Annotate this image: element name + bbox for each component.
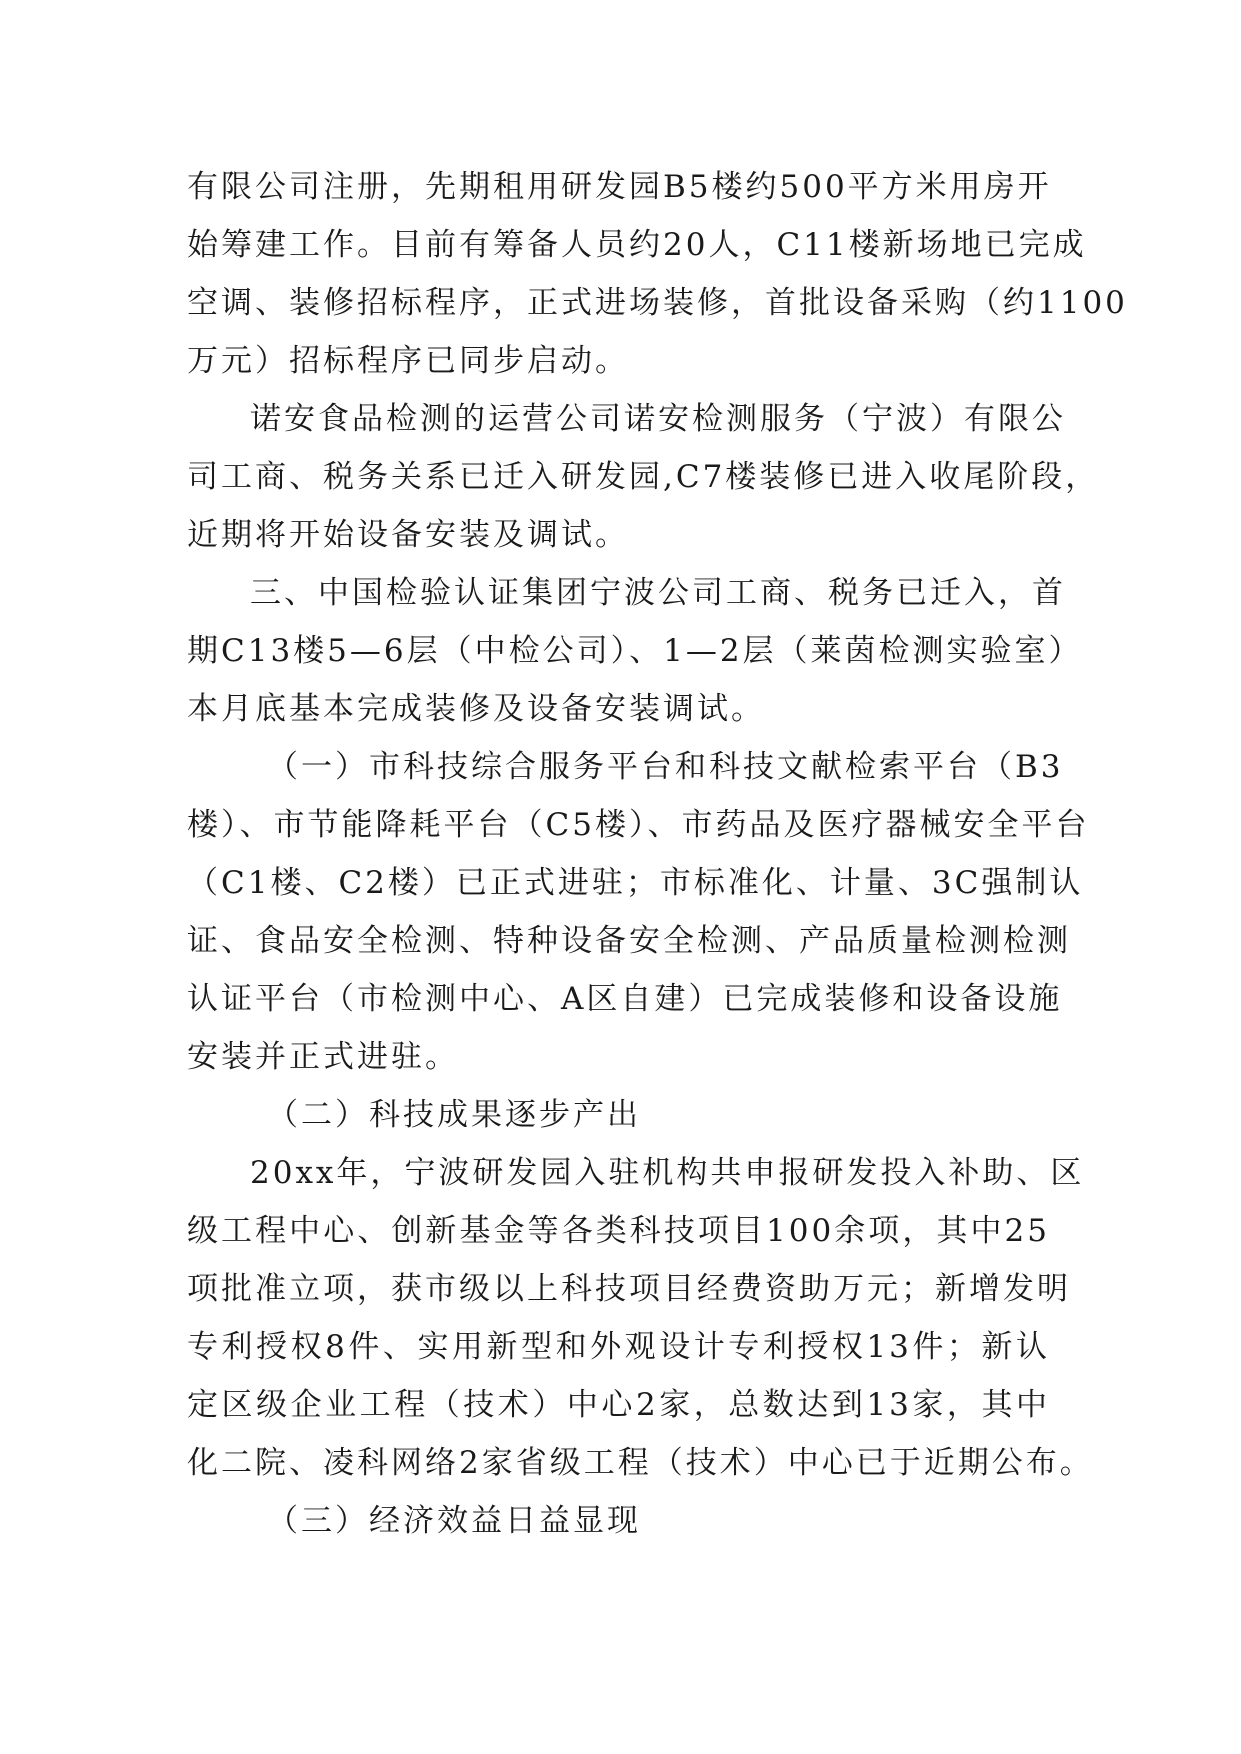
section-heading-2 <box>187 1086 1050 1144</box>
text-line: 化二院、凌科网络2家省级工程（技术）中心已于近期公布。 <box>187 1445 1094 1481</box>
text-line: 司工商、税务关系已迁入研发园,C7楼装修已进入收尾阶段， <box>187 459 1100 495</box>
text-line: （一）市科技综合服务平台和科技文献检索平台（B3 <box>267 749 1064 785</box>
document-body <box>187 158 1128 1550</box>
text-line: 证、食品安全检测、特种设备安全检测、产品质量检测检测 <box>187 923 1071 959</box>
text-line: 有限公司注册，先期租用研发园B5楼约500平方米用房开 <box>187 169 1052 205</box>
text-line: 空调、装修招标程序，正式进场装修，首批设备采购（约1100 <box>187 285 1128 321</box>
section-heading: （二）科技成果逐步产出 <box>267 1097 641 1133</box>
text-line: 级工程中心、创新基金等各类科技项目100余项，其中25 <box>187 1213 1050 1249</box>
paragraph-4 <box>187 738 1090 1086</box>
text-line: 期C13楼5—6层（中检公司）、1—2层（莱茵检测实验室） <box>187 633 1083 669</box>
text-line: 诺安食品检测的运营公司诺安检测服务（宁波）有限公 <box>250 401 1066 437</box>
text-line: 安装并正式进驻。 <box>187 1039 459 1075</box>
text-line: 楼）、市节能降耗平台（C5楼）、市药品及医疗器械安全平台 <box>187 807 1090 843</box>
section-heading-3 <box>187 1492 1050 1550</box>
text-line: 项批准立项，获市级以上科技项目经费资助万元；新增发明 <box>187 1271 1071 1307</box>
paragraph-2 <box>187 390 1100 564</box>
paragraph-5 <box>187 1144 1094 1492</box>
text-line: （C1楼、C2楼）已正式进驻；市标准化、计量、3C强制认 <box>187 865 1084 901</box>
text-line: 定区级企业工程（技术）中心2家，总数达到13家，其中 <box>187 1387 1050 1423</box>
text-line: 三、中国检验认证集团宁波公司工商、税务已迁入，首 <box>250 575 1066 611</box>
text-line: 万元）招标程序已同步启动。 <box>187 343 629 379</box>
text-line: 近期将开始设备安装及调试。 <box>187 517 629 553</box>
paragraph-1 <box>187 158 1128 390</box>
text-line: 专利授权8件、实用新型和外观设计专利授权13件；新认 <box>187 1329 1050 1365</box>
text-line: 始筹建工作。目前有筹备人员约20人，C11楼新场地已完成 <box>187 227 1087 263</box>
text-line: 认证平台（市检测中心、A区自建）已完成装修和设备设施 <box>187 981 1063 1017</box>
text-line: 本月底基本完成装修及设备安装调试。 <box>187 691 765 727</box>
paragraph-3 <box>187 564 1083 738</box>
section-heading: （三）经济效益日益显现 <box>267 1503 641 1539</box>
text-line: 20xx年，宁波研发园入驻机构共申报研发投入补助、区 <box>250 1155 1085 1191</box>
